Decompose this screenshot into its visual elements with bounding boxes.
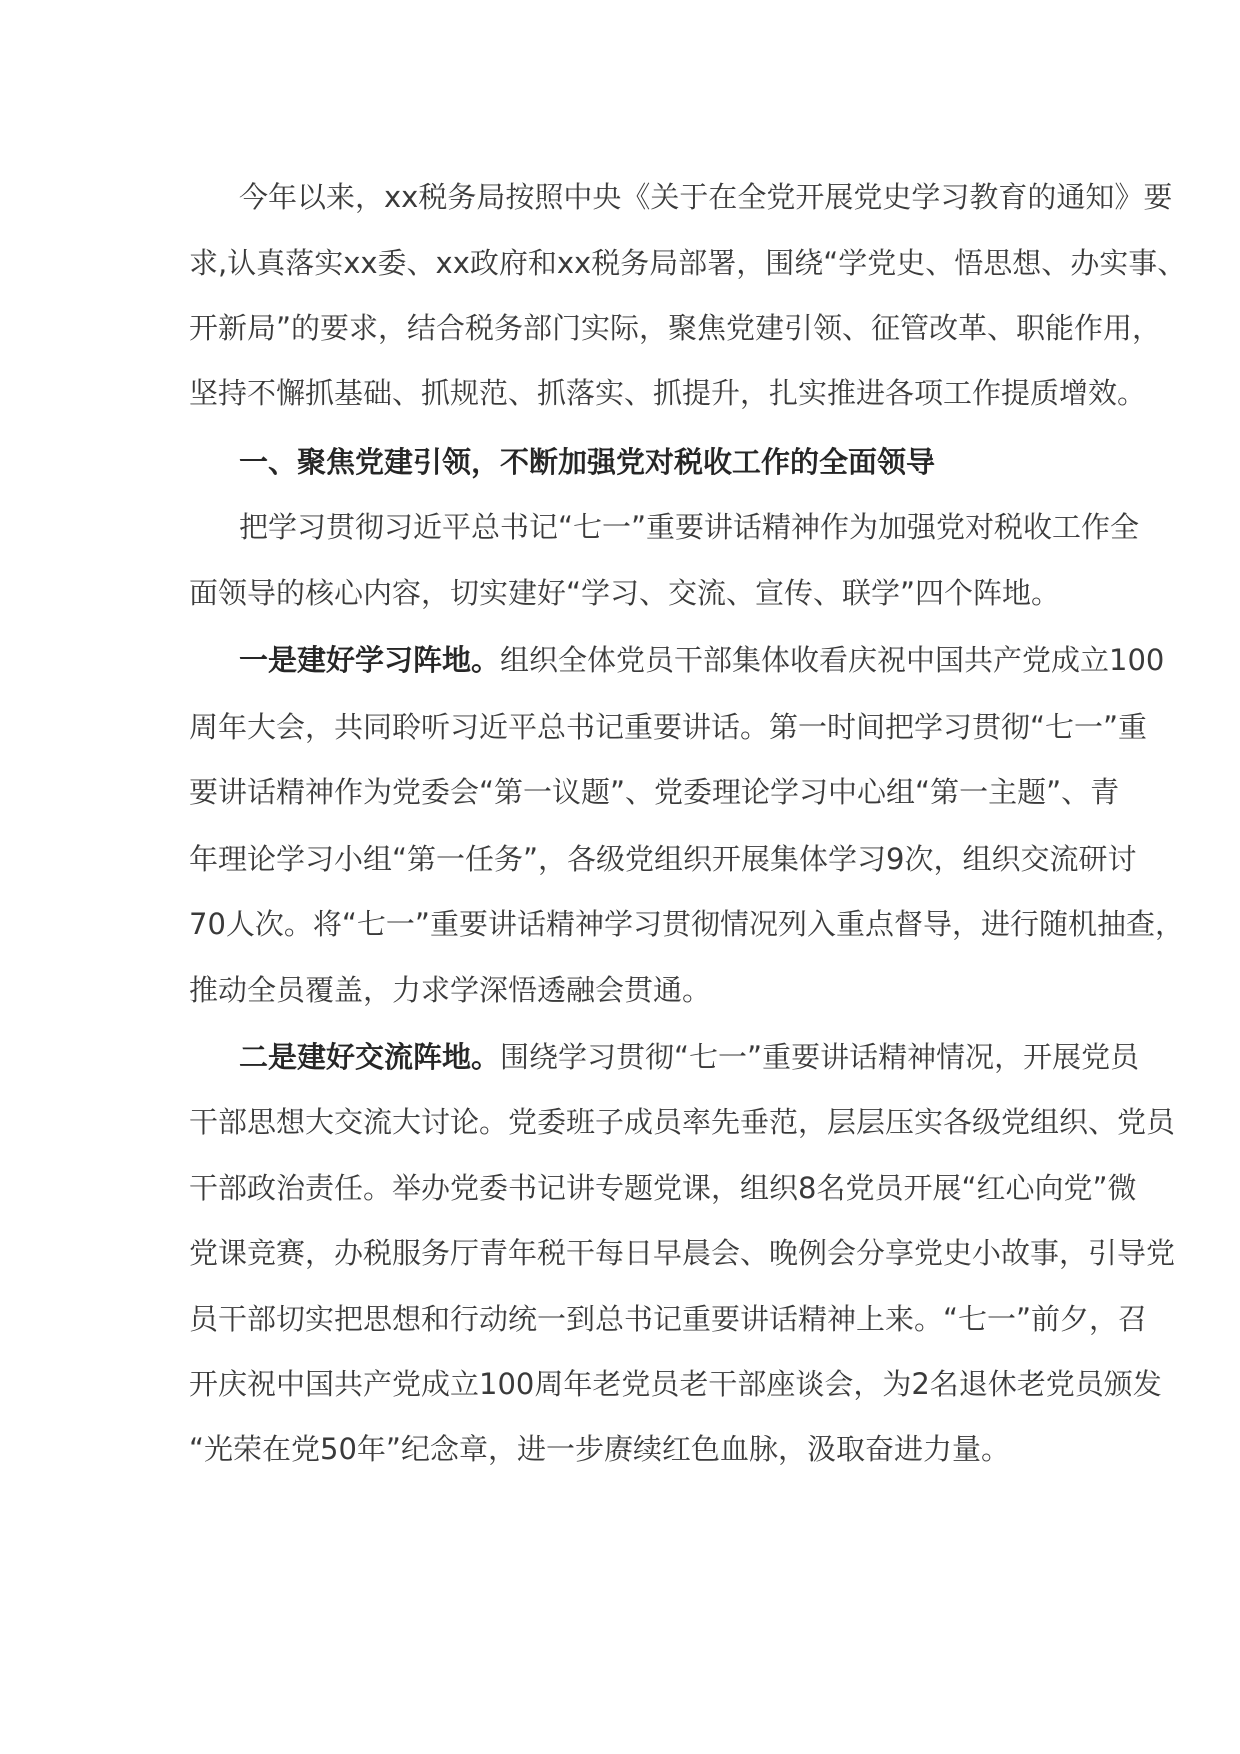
- intro-line: 求,认真落实xx委、xx政府和xx税务局部署，围绕“学党史、悟思想、办实事、: [189, 246, 1187, 280]
- item1-line: 年理论学习小组“第一任务”，各级党组织开展集体学习9次，组织交流研讨: [189, 842, 1137, 876]
- item2-text: 围绕学习贯彻“七一”重要讲话精神情况，开展党员: [500, 1040, 1140, 1074]
- item1-line: 70人次。将“七一”重要讲话精神学习贯彻情况列入重点督导，进行随机抽查，: [189, 907, 1184, 941]
- item2-lead: 二是建好交流阵地。: [239, 1040, 501, 1074]
- item2-line: 干部思想大交流大讨论。党委班子成员率先垂范，层层压实各级党组织、党员: [189, 1105, 1176, 1139]
- item2-first-line: [239, 1024, 1140, 1090]
- intro-line: 今年以来，xx税务局按照中央《关于在全党开展党史学习教育的通知》要: [239, 180, 1173, 214]
- item2-line: 员干部切实把思想和行动统一到总书记重要讲话精神上来。“七一”前夕，召: [189, 1302, 1148, 1336]
- section-heading: 一、聚焦党建引领，不断加强党对税收工作的全面领导: [239, 445, 936, 479]
- item1-line: 周年大会，共同聆听习近平总书记重要讲话。第一时间把学习贯彻“七一”重: [189, 710, 1148, 744]
- intro-line: 坚持不懈抓基础、抓规范、抓落实、抓提升，扎实推进各项工作提质增效。: [189, 376, 1147, 410]
- item1-line: 要讲话精神作为党委会“第一议题”、党委理论学习中心组“第一主题”、青: [189, 775, 1120, 809]
- item2-line: 开庆祝中国共产党成立100周年老党员老干部座谈会，为2名退休老党员颁发: [189, 1367, 1162, 1401]
- item2-line: “光荣在党50年”纪念章，进一步赓续红色血脉，汲取奋进力量。: [189, 1432, 1010, 1466]
- item1-line: 推动全员覆盖，力求学深悟透融会贯通。: [189, 973, 712, 1007]
- section-intro-line: 把学习贯彻习近平总书记“七一”重要讲话精神作为加强党对税收工作全: [239, 510, 1140, 544]
- section-intro-line: 面领导的核心内容，切实建好“学习、交流、宣传、联学”四个阵地。: [189, 576, 1061, 610]
- intro-line: 开新局”的要求，结合税务部门实际，聚焦党建引领、征管改革、职能作用，: [189, 311, 1162, 345]
- item2-line: 干部政治责任。举办党委书记讲专题党课，组织8名党员开展“红心向党”微: [189, 1171, 1137, 1205]
- item1-first-line: [239, 627, 1165, 693]
- item1-lead: 一是建好学习阵地。: [239, 643, 501, 677]
- item1-text: 组织全体党员干部集体收看庆祝中国共产党成立100: [500, 643, 1165, 677]
- item2-line: 党课竞赛，办税服务厅青年税干每日早晨会、晚例会分享党史小故事，引导党: [189, 1236, 1176, 1270]
